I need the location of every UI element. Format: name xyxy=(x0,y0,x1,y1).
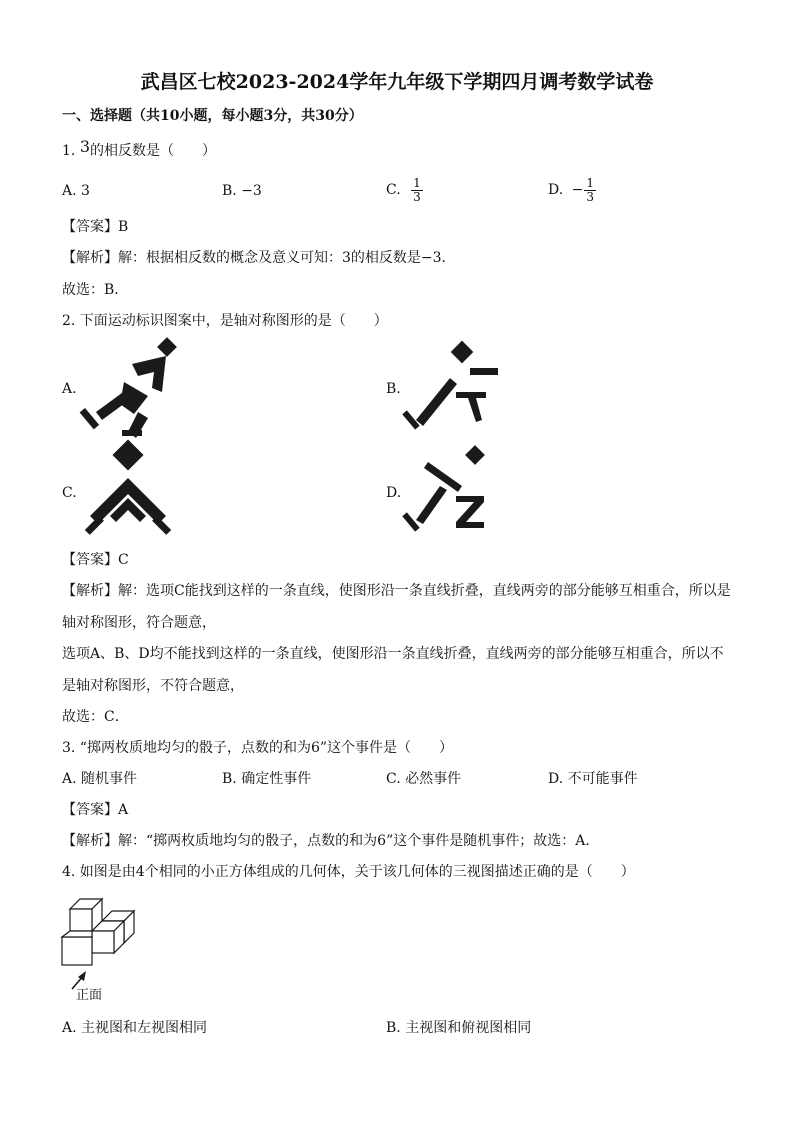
question-2-stem: 2. 下面运动标识图案中，是轴对称图形的是（ ） xyxy=(62,313,388,329)
option-text: 主视图和左视图相同 xyxy=(81,1020,208,1036)
q2-conclusion: 故选：C． xyxy=(62,709,129,725)
question-lead-value: 3 xyxy=(79,137,90,156)
q4-option-b xyxy=(386,1019,531,1037)
option-text: 必然事件 xyxy=(405,771,462,787)
fraction-denominator: 3 xyxy=(586,189,595,204)
q4-option-a xyxy=(62,1019,207,1037)
q1-answer xyxy=(62,218,128,236)
q2-analysis-line-3: 选项A、B、D均不能找到这样的一条直线，使图形沿一条直线折叠，直线两旁的部分能够互相重合，所以不 xyxy=(62,646,724,662)
q3-option-b xyxy=(222,770,311,788)
section-heading: 一、选择题（共10小题，每小题3分，共30分） xyxy=(62,108,363,124)
option-label: C. xyxy=(386,182,401,198)
figure-caption: 正面 xyxy=(76,988,103,1003)
negative-fraction xyxy=(568,172,596,208)
analysis-text: 解：“掷两枚质地均匀的骰子，点数的和为6”这个事件是随机事件；故选：A． xyxy=(118,833,600,849)
q1-option-d xyxy=(548,172,596,208)
option-label: B. xyxy=(386,1020,401,1036)
minus-sign: − xyxy=(571,182,584,198)
sport-icon-a xyxy=(78,334,190,442)
option-text: 确定性事件 xyxy=(241,771,312,787)
q2-option-c-label: C. xyxy=(62,485,77,501)
question-4-stem: 4. 如图是由4个相同的小正方体组成的几何体，关于该几何体的三视图描述正确的是（ ） xyxy=(62,864,635,880)
answer-value: B xyxy=(118,219,129,235)
q2-analysis-line-2: 轴对称图形，符合题意， xyxy=(62,615,216,631)
fraction xyxy=(411,177,423,204)
fraction-numerator: 1 xyxy=(413,175,421,190)
question-3-stem: 3. “掷两枚质地均匀的骰子，点数的和为6”这个事件是（ ） xyxy=(62,740,454,756)
option-text: 随机事件 xyxy=(81,771,138,787)
answer-value: C xyxy=(118,552,129,568)
option-label: B. xyxy=(222,183,237,199)
q3-option-a xyxy=(62,770,137,788)
q1-option-a xyxy=(62,182,90,200)
analysis-text: 解：根据相反数的概念及意义可知：3的相反数是−3． xyxy=(118,250,456,266)
option-label: C. xyxy=(386,771,401,787)
answer-tag: 【答案】 xyxy=(62,802,118,818)
option-label: A. xyxy=(62,1020,77,1036)
q2-option-d-label: D. xyxy=(386,485,402,501)
option-label: D. xyxy=(548,182,564,198)
option-label: D. xyxy=(548,771,564,787)
option-text: 3 xyxy=(81,183,90,199)
fraction-numerator: 1 xyxy=(586,175,595,190)
option-text: −3 xyxy=(241,183,262,199)
q2-option-a-label: A. xyxy=(62,381,77,397)
fraction xyxy=(584,177,596,204)
q1-conclusion: 故选：B． xyxy=(62,282,129,298)
q3-option-d xyxy=(548,770,638,788)
q1-analysis xyxy=(62,249,456,267)
sport-icon-b xyxy=(402,336,502,440)
answer-tag: 【答案】 xyxy=(62,219,118,235)
analysis-tag: 【解析】 xyxy=(62,583,118,599)
sport-icon-d xyxy=(402,440,502,540)
q1-option-b xyxy=(222,182,262,200)
q2-analysis-line-1 xyxy=(62,582,731,600)
question-text: 的相反数是（ ） xyxy=(90,143,216,159)
cube-stack-figure xyxy=(58,893,138,993)
fraction-denominator: 3 xyxy=(413,189,421,204)
q3-answer xyxy=(62,801,128,819)
q2-answer xyxy=(62,551,129,569)
option-label: B. xyxy=(222,771,237,787)
option-label: A. xyxy=(62,183,77,199)
q1-option-c xyxy=(386,172,423,208)
option-text: 不可能事件 xyxy=(567,771,638,787)
analysis-tag: 【解析】 xyxy=(62,250,118,266)
page-title: 武昌区七校2023-2024学年九年级下学期四月调考数学试卷 xyxy=(140,71,654,93)
option-label: A. xyxy=(62,771,77,787)
answer-tag: 【答案】 xyxy=(62,552,118,568)
question-number: 1. xyxy=(62,143,76,159)
analysis-text: 解：选项C能找到这样的一条直线，使图形沿一条直线折叠，直线两旁的部分能够互相重合，所以是 xyxy=(118,583,731,599)
sport-icon-c xyxy=(80,436,180,546)
q3-analysis xyxy=(62,832,599,850)
q3-option-c xyxy=(386,770,461,788)
q2-option-b-label: B. xyxy=(386,381,401,397)
answer-value: A xyxy=(118,802,129,818)
question-1-stem xyxy=(62,137,216,160)
option-text: 主视图和俯视图相同 xyxy=(405,1020,532,1036)
q2-analysis-line-4: 是轴对称图形，不符合题意， xyxy=(62,678,244,694)
analysis-tag: 【解析】 xyxy=(62,833,118,849)
